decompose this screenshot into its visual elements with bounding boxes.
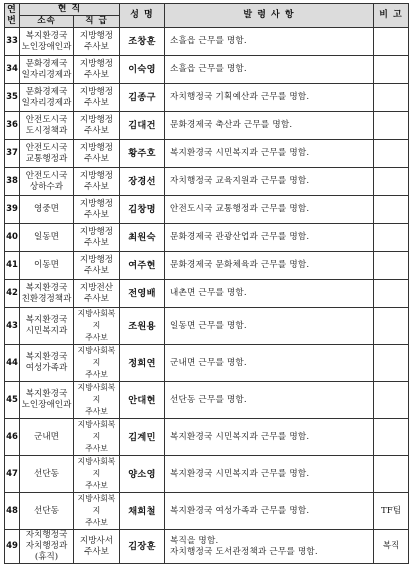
person-name: 최원숙 [120, 224, 165, 252]
note-cell [374, 419, 409, 456]
person-name: 황주호 [120, 140, 165, 168]
rank-line: 주사보 [84, 546, 109, 557]
rank-cell [74, 224, 120, 252]
header-note: 비 고 [374, 4, 409, 28]
rank-line: 지방사회복지 [77, 420, 116, 441]
rank-cell [74, 530, 120, 564]
person-name: 장경선 [120, 168, 165, 196]
dept-line: 일자리경제과 [21, 97, 72, 108]
personnel-table [4, 3, 409, 564]
row-number: 37 [5, 140, 20, 168]
rank-line: 지방사회복지 [77, 346, 116, 367]
note-cell: 복직 [374, 530, 409, 564]
rank-cell [74, 345, 120, 382]
table-row [5, 196, 409, 224]
detail-cell [165, 308, 374, 345]
header-rank: 직 급 [74, 16, 120, 28]
table-row [5, 168, 409, 196]
rank-line: 주사보 [85, 370, 108, 379]
dept-line: 선단동 [34, 505, 59, 516]
rank-line: 지방사회복지 [77, 494, 116, 515]
row-number: 35 [5, 84, 20, 112]
note-cell [374, 56, 409, 84]
dept-line: 안전도시국 [25, 114, 68, 125]
note-cell [374, 140, 409, 168]
detail-line: 복지환경국 시민복지과 근무를 명함. [170, 148, 310, 158]
rank-line: 지방사회복지 [77, 383, 116, 404]
dept-line: 영중면 [34, 204, 59, 214]
rank-line: 주사보 [85, 407, 108, 416]
dept-line: 복지환경국 [25, 315, 68, 325]
dept-line: 군내면 [34, 431, 59, 442]
dept-cell [20, 84, 74, 112]
dept-cell [20, 196, 74, 224]
rank-cell [74, 382, 120, 419]
table-row [5, 345, 409, 382]
rank-line: 주사보 [84, 97, 109, 108]
row-number: 48 [5, 493, 20, 530]
dept-line: 선단동 [34, 468, 59, 479]
rank-cell [74, 280, 120, 308]
note-cell [374, 280, 409, 308]
rank-line: 주사보 [84, 125, 109, 136]
table-row [5, 530, 409, 564]
detail-line: 문화경제국 문화체육과 근무를 명함. [170, 260, 310, 270]
rank-cell [74, 168, 120, 196]
rank-line: 지방사회복지 [77, 457, 116, 478]
row-number: 34 [5, 56, 20, 84]
rank-line: 주사보 [85, 444, 108, 453]
rank-line: 지방전산 [79, 282, 114, 293]
person-name: 양소영 [120, 456, 165, 493]
dept-line: 노인장애인과 [21, 41, 72, 52]
dept-line: 복지환경국 [25, 282, 68, 293]
table-row [5, 493, 409, 530]
person-name: 안대현 [120, 382, 165, 419]
dept-line: 자치행정국 [25, 530, 68, 540]
header-detail: 발 령 사 항 [165, 4, 374, 28]
rank-line: 주사보 [85, 518, 108, 527]
rank-line: 주사보 [85, 481, 108, 490]
dept-cell [20, 224, 74, 252]
dept-line: 문화경제국 [25, 58, 68, 69]
person-name: 김장훈 [120, 530, 165, 564]
rank-line: 주사보 [84, 209, 109, 220]
header-current-position: 현 직 [20, 4, 120, 16]
row-number: 42 [5, 280, 20, 308]
dept-line: 복지환경국 [25, 389, 68, 399]
detail-cell [165, 419, 374, 456]
dept-line: 이동면 [34, 260, 59, 270]
note-cell [374, 112, 409, 140]
detail-line: 문화경제국 축산과 근무를 명함. [170, 120, 293, 130]
dept-cell [20, 140, 74, 168]
dept-cell [20, 382, 74, 419]
dept-cell [20, 168, 74, 196]
detail-line: 복지환경국 시민복지과 근무를 명함. [170, 468, 310, 479]
rank-line: 주사보 [84, 181, 109, 192]
dept-line: 일동면 [34, 232, 59, 242]
detail-cell [165, 84, 374, 112]
detail-line: 복직을 명함. [170, 535, 219, 546]
detail-cell [165, 224, 374, 252]
detail-line: 일동면 근무를 명함. [170, 320, 247, 331]
detail-line: 복지환경국 시민복지과 근무를 명함. [170, 431, 310, 442]
note-cell [374, 28, 409, 56]
row-number: 38 [5, 168, 20, 196]
header-name: 성 명 [120, 4, 165, 28]
dept-cell [20, 530, 74, 564]
dept-line: 문화경제국 [25, 86, 68, 97]
dept-cell [20, 56, 74, 84]
detail-line: 자치행정국 도서관정책과 근무를 명함. [170, 546, 318, 557]
person-name: 정희연 [120, 345, 165, 382]
note-cell [374, 168, 409, 196]
row-number: 33 [5, 28, 20, 56]
rank-cell [74, 456, 120, 493]
table-row [5, 140, 409, 168]
table-row [5, 28, 409, 56]
note-cell [374, 308, 409, 345]
detail-line: 내촌면 근무를 명함. [170, 288, 247, 298]
note-cell [374, 456, 409, 493]
person-name: 김대건 [120, 112, 165, 140]
person-name: 채희철 [120, 493, 165, 530]
table-row [5, 419, 409, 456]
person-name: 여주현 [120, 252, 165, 280]
header-no: 연번 [5, 4, 20, 28]
note-cell [374, 224, 409, 252]
rank-cell [74, 28, 120, 56]
rank-cell [74, 308, 120, 345]
rank-line: 주사보 [85, 333, 108, 342]
dept-line: 노인장애인과 [21, 400, 72, 410]
rank-line: 주사보 [84, 237, 109, 248]
detail-line: 선단동 근무를 명함. [170, 394, 247, 405]
detail-cell [165, 382, 374, 419]
row-number: 47 [5, 456, 20, 493]
detail-cell [165, 252, 374, 280]
table-row [5, 84, 409, 112]
rank-cell [74, 196, 120, 224]
dept-line: 도시정책과 [25, 125, 68, 136]
note-cell [374, 84, 409, 112]
rank-line: 지방행정 [79, 30, 114, 41]
rank-cell [74, 112, 120, 140]
detail-cell [165, 112, 374, 140]
table-body [5, 28, 409, 564]
row-number: 39 [5, 196, 20, 224]
person-name: 조창훈 [120, 28, 165, 56]
detail-cell [165, 493, 374, 530]
rank-cell [74, 140, 120, 168]
row-number: 36 [5, 112, 20, 140]
detail-line: 안전도시국 교통행정과 근무를 명함. [170, 204, 310, 214]
rank-cell [74, 252, 120, 280]
note-cell [374, 196, 409, 224]
dept-line: 안전도시국 [25, 142, 68, 153]
dept-line: 일자리경제과 [21, 69, 72, 80]
person-name: 김계민 [120, 419, 165, 456]
dept-cell [20, 493, 74, 530]
table-row [5, 308, 409, 345]
table-row [5, 56, 409, 84]
rank-line: 주사보 [84, 69, 109, 80]
table-row [5, 382, 409, 419]
detail-line: 군내면 근무를 명함. [170, 357, 247, 368]
note-cell [374, 345, 409, 382]
personnel-order-document [4, 3, 409, 564]
dept-line: 교통행정과 [25, 153, 68, 164]
table-row [5, 456, 409, 493]
detail-cell [165, 456, 374, 493]
row-number: 44 [5, 345, 20, 382]
dept-cell [20, 308, 74, 345]
dept-line: 상하수과 [29, 181, 64, 192]
rank-cell [74, 56, 120, 84]
person-name: 조원용 [120, 308, 165, 345]
detail-line: 소흘읍 근무를 명함. [170, 36, 247, 46]
rank-line: 지방행정 [79, 170, 114, 181]
rank-line: 지방행정 [79, 142, 114, 153]
header-dept: 소속 [20, 16, 74, 28]
rank-line: 주사보 [84, 153, 109, 164]
rank-line: 지방행정 [79, 198, 114, 209]
person-name: 김창명 [120, 196, 165, 224]
dept-cell [20, 28, 74, 56]
table-row [5, 112, 409, 140]
person-name: 이숙영 [120, 56, 165, 84]
detail-line: 복지환경국 여성가족과 근무를 명함. [170, 505, 310, 516]
detail-line: 자치행정국 기획예산과 근무를 명함. [170, 92, 310, 102]
detail-line: 문화경제국 관광산업과 근무를 명함. [170, 232, 310, 242]
detail-line: 소흘읍 근무를 명함. [170, 64, 247, 74]
rank-line: 지방행정 [79, 86, 114, 97]
rank-line: 지방행정 [79, 58, 114, 69]
rank-cell [74, 84, 120, 112]
dept-cell [20, 345, 74, 382]
person-name: 김종구 [120, 84, 165, 112]
detail-line: 자치행정국 교육지원과 근무를 명함. [170, 176, 310, 186]
rank-line: 주사보 [84, 293, 109, 304]
note-cell [374, 252, 409, 280]
rank-line: 지방사서 [79, 535, 114, 546]
rank-line: 주사보 [84, 265, 109, 276]
rank-line: 지방행정 [79, 114, 114, 125]
dept-line: 자치행정과(휴직) [25, 541, 68, 562]
dept-line: 복지환경국 [25, 30, 68, 41]
row-number: 46 [5, 419, 20, 456]
dept-line: 시민복지과 [25, 326, 68, 336]
rank-line: 지방사회복지 [77, 309, 116, 330]
detail-cell [165, 28, 374, 56]
detail-cell [165, 196, 374, 224]
table-row [5, 280, 409, 308]
row-number: 43 [5, 308, 20, 345]
person-name: 전영배 [120, 280, 165, 308]
dept-line: 여성가족과 [25, 363, 68, 373]
row-number: 45 [5, 382, 20, 419]
row-number: 41 [5, 252, 20, 280]
detail-cell [165, 168, 374, 196]
rank-cell [74, 493, 120, 530]
dept-cell [20, 456, 74, 493]
detail-cell [165, 140, 374, 168]
row-number: 49 [5, 530, 20, 564]
dept-cell [20, 280, 74, 308]
rank-line: 주사보 [84, 41, 109, 52]
table-row [5, 224, 409, 252]
dept-line: 안전도시국 [25, 170, 68, 181]
rank-line: 지방행정 [79, 226, 114, 237]
dept-cell [20, 112, 74, 140]
dept-cell [20, 252, 74, 280]
note-cell [374, 382, 409, 419]
rank-line: 지방행정 [79, 254, 114, 265]
detail-cell [165, 280, 374, 308]
dept-line: 복지환경국 [25, 352, 68, 362]
detail-cell [165, 56, 374, 84]
detail-cell [165, 530, 374, 564]
dept-cell [20, 419, 74, 456]
row-number: 40 [5, 224, 20, 252]
note-cell: TF팀 [374, 493, 409, 530]
dept-line: 친환경정책과 [21, 293, 72, 304]
table-row [5, 252, 409, 280]
detail-cell [165, 345, 374, 382]
rank-cell [74, 419, 120, 456]
